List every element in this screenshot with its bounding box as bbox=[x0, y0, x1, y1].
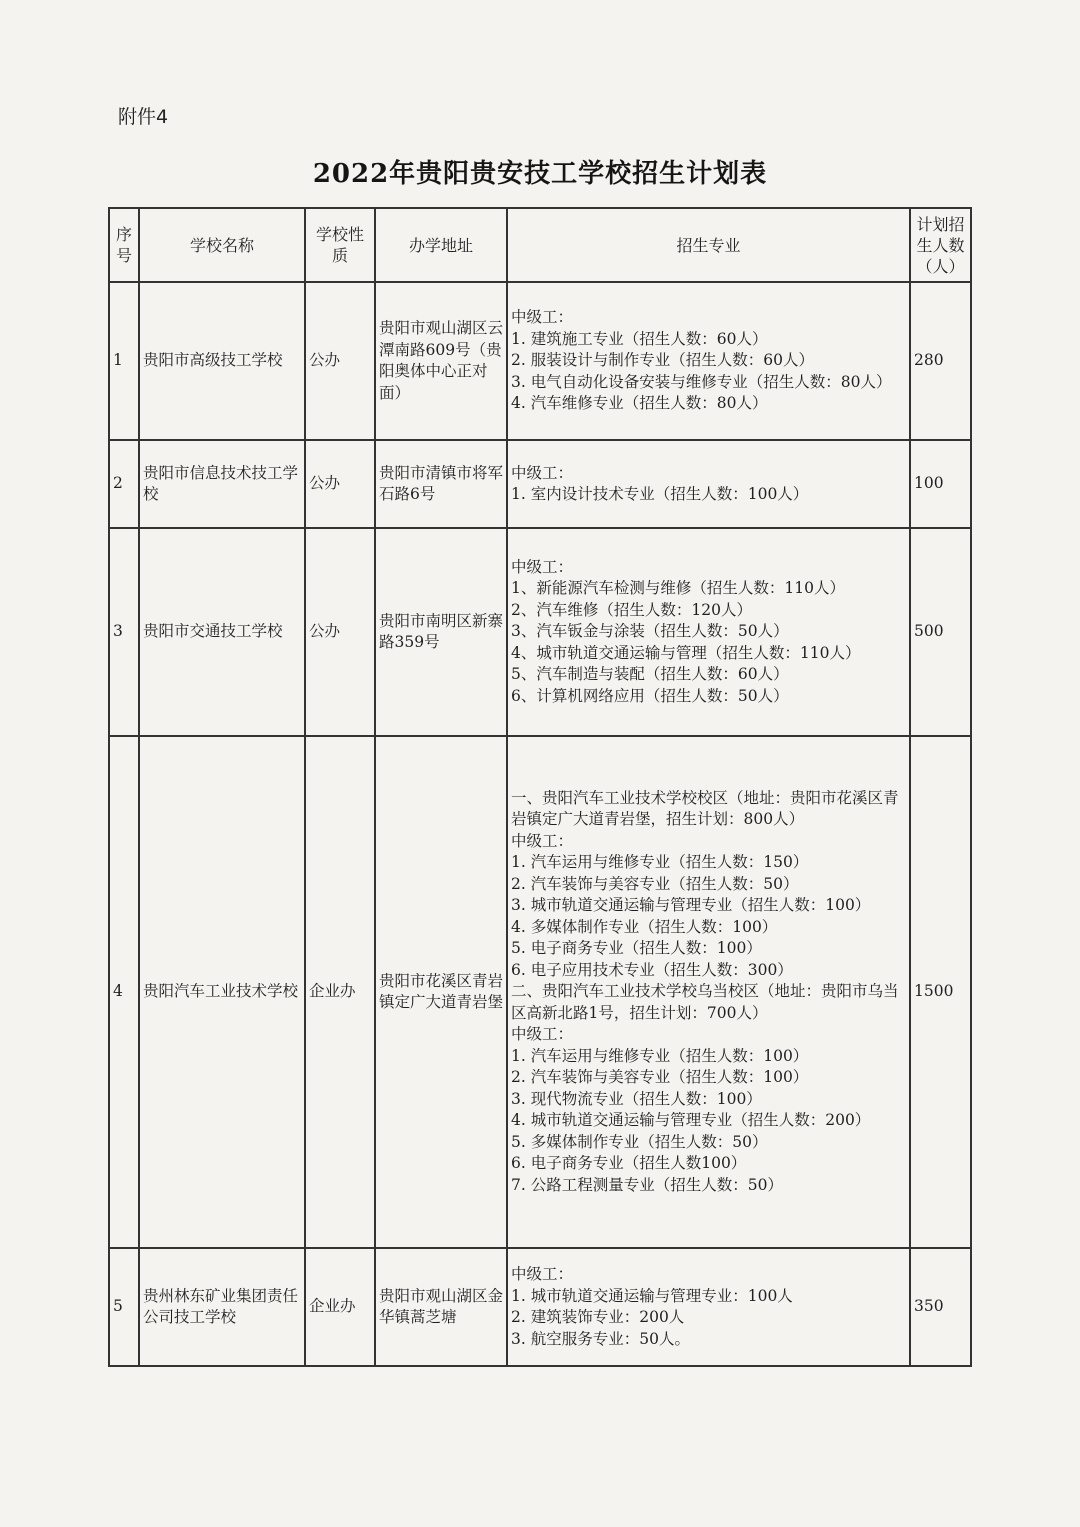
major-line: 4. 汽车维修专业（招生人数：80人） bbox=[511, 394, 768, 413]
table-row bbox=[109, 282, 971, 440]
major-line: 1. 室内设计技术专业（招生人数：100人） bbox=[511, 485, 809, 503]
row-no: 4 bbox=[109, 736, 139, 1248]
school-address: 贵阳市观山湖区云潭南路609号（贵阳奥体中心正对面） bbox=[375, 282, 507, 440]
major-line: 7. 公路工程测量专业（招生人数：50） bbox=[511, 1175, 783, 1194]
attachment-label: 附件4 bbox=[118, 106, 169, 128]
planned-count: 500 bbox=[910, 528, 971, 736]
major-line: 3. 电气自动化设备安装与维修专业（招生人数：80人） bbox=[511, 372, 892, 391]
major-line: 二、贵阳汽车工业技术学校乌当校区（地址：贵阳市乌当区高新北路1号，招生计划：700人） bbox=[511, 982, 899, 1022]
major-line: 一、贵阳汽车工业技术学校校区（地址：贵阳市花溪区青岩镇定广大道青岩堡，招生计划：800人） bbox=[511, 788, 899, 829]
major-line: 3. 航空服务专业：50人。 bbox=[511, 1329, 690, 1348]
major-line: 2、汽车维修（招生人数：120人） bbox=[511, 600, 752, 619]
major-line: 6. 电子应用技术专业（招生人数：300） bbox=[511, 960, 793, 979]
major-line: 2. 建筑装饰专业：200人 bbox=[511, 1308, 685, 1326]
school-name: 贵阳汽车工业技术学校 bbox=[139, 736, 305, 1248]
major-line: 中级工： bbox=[511, 308, 574, 327]
school-name: 贵州林东矿业集团责任公司技工学校 bbox=[139, 1248, 305, 1366]
header-school-name: 学校名称 bbox=[139, 208, 305, 282]
school-address: 贵阳市观山湖区金华镇蒿芝塘 bbox=[375, 1248, 507, 1366]
school-type: 企业办 bbox=[305, 736, 375, 1248]
major-line: 4. 城市轨道交通运输与管理专业（招生人数：200） bbox=[511, 1111, 871, 1130]
table-row bbox=[109, 1248, 971, 1366]
major-line: 1. 汽车运用与维修专业（招生人数：150） bbox=[511, 853, 809, 872]
planned-count: 350 bbox=[910, 1248, 971, 1366]
major-line: 中级工： bbox=[511, 463, 574, 482]
major-line: 1. 城市轨道交通运输与管理专业：100人 bbox=[511, 1286, 793, 1305]
enrollment-plan-table bbox=[108, 207, 972, 1367]
majors-cell bbox=[507, 736, 910, 1248]
majors-cell bbox=[507, 282, 910, 440]
major-line: 6、计算机网络应用（招生人数：50人） bbox=[511, 686, 789, 705]
major-line: 1、新能源汽车检测与维修（招生人数：110人） bbox=[511, 579, 845, 598]
school-type: 企业办 bbox=[305, 1248, 375, 1366]
major-line: 2. 服装设计与制作专业（招生人数：60人） bbox=[511, 351, 814, 370]
major-line: 4、城市轨道交通运输与管理（招生人数：110人） bbox=[511, 643, 861, 662]
school-address: 贵阳市南明区新寨路359号 bbox=[375, 528, 507, 736]
planned-count: 100 bbox=[910, 440, 971, 528]
table-row bbox=[109, 440, 971, 528]
major-line: 2. 汽车装饰与美容专业（招生人数：50） bbox=[511, 874, 799, 893]
major-line: 3. 城市轨道交通运输与管理专业（招生人数：100） bbox=[511, 896, 871, 915]
major-line: 3、汽车钣金与涂装（招生人数：50人） bbox=[511, 622, 789, 641]
major-line: 6. 电子商务专业（招生人数100） bbox=[511, 1154, 747, 1173]
school-name: 贵阳市高级技工学校 bbox=[139, 282, 305, 440]
school-type: 公办 bbox=[305, 440, 375, 528]
row-no: 5 bbox=[109, 1248, 139, 1366]
majors-cell bbox=[507, 1248, 910, 1366]
major-line: 4. 多媒体制作专业（招生人数：100） bbox=[511, 917, 778, 936]
school-type: 公办 bbox=[305, 282, 375, 440]
row-no: 2 bbox=[109, 440, 139, 528]
major-line: 5. 电子商务专业（招生人数：100） bbox=[511, 939, 762, 958]
school-address: 贵阳市清镇市将军石路6号 bbox=[375, 440, 507, 528]
header-planned-count: 计划招生人数（人） bbox=[910, 208, 971, 282]
school-name: 贵阳市信息技术技工学校 bbox=[139, 440, 305, 528]
major-line: 中级工： bbox=[511, 557, 574, 576]
major-line: 中级工： bbox=[511, 1265, 574, 1283]
major-line: 5、汽车制造与装配（招生人数：60人） bbox=[511, 665, 789, 684]
planned-count: 1500 bbox=[910, 736, 971, 1248]
school-address: 贵阳市花溪区青岩镇定广大道青岩堡 bbox=[375, 736, 507, 1248]
table-row bbox=[109, 736, 971, 1248]
table-header-row bbox=[109, 208, 971, 282]
row-no: 3 bbox=[109, 528, 139, 736]
major-line: 中级工： bbox=[511, 831, 574, 850]
major-line: 中级工： bbox=[511, 1025, 574, 1044]
header-address: 办学地址 bbox=[375, 208, 507, 282]
table-row bbox=[109, 528, 971, 736]
planned-count: 280 bbox=[910, 282, 971, 440]
majors-cell bbox=[507, 528, 910, 736]
majors-cell bbox=[507, 440, 910, 528]
major-line: 5. 多媒体制作专业（招生人数：50） bbox=[511, 1132, 768, 1151]
major-line: 2. 汽车装饰与美容专业（招生人数：100） bbox=[511, 1068, 809, 1087]
school-name: 贵阳市交通技工学校 bbox=[139, 528, 305, 736]
row-no: 1 bbox=[109, 282, 139, 440]
school-type: 公办 bbox=[305, 528, 375, 736]
header-no: 序号 bbox=[109, 208, 139, 282]
major-line: 3. 现代物流专业（招生人数：100） bbox=[511, 1089, 762, 1108]
header-school-type: 学校性质 bbox=[305, 208, 375, 282]
header-majors: 招生专业 bbox=[507, 208, 910, 282]
page-title: 2022年贵阳贵安技工学校招生计划表 bbox=[312, 159, 768, 189]
major-line: 1. 汽车运用与维修专业（招生人数：100） bbox=[511, 1046, 809, 1065]
major-line: 1. 建筑施工专业（招生人数：60人） bbox=[511, 329, 768, 348]
